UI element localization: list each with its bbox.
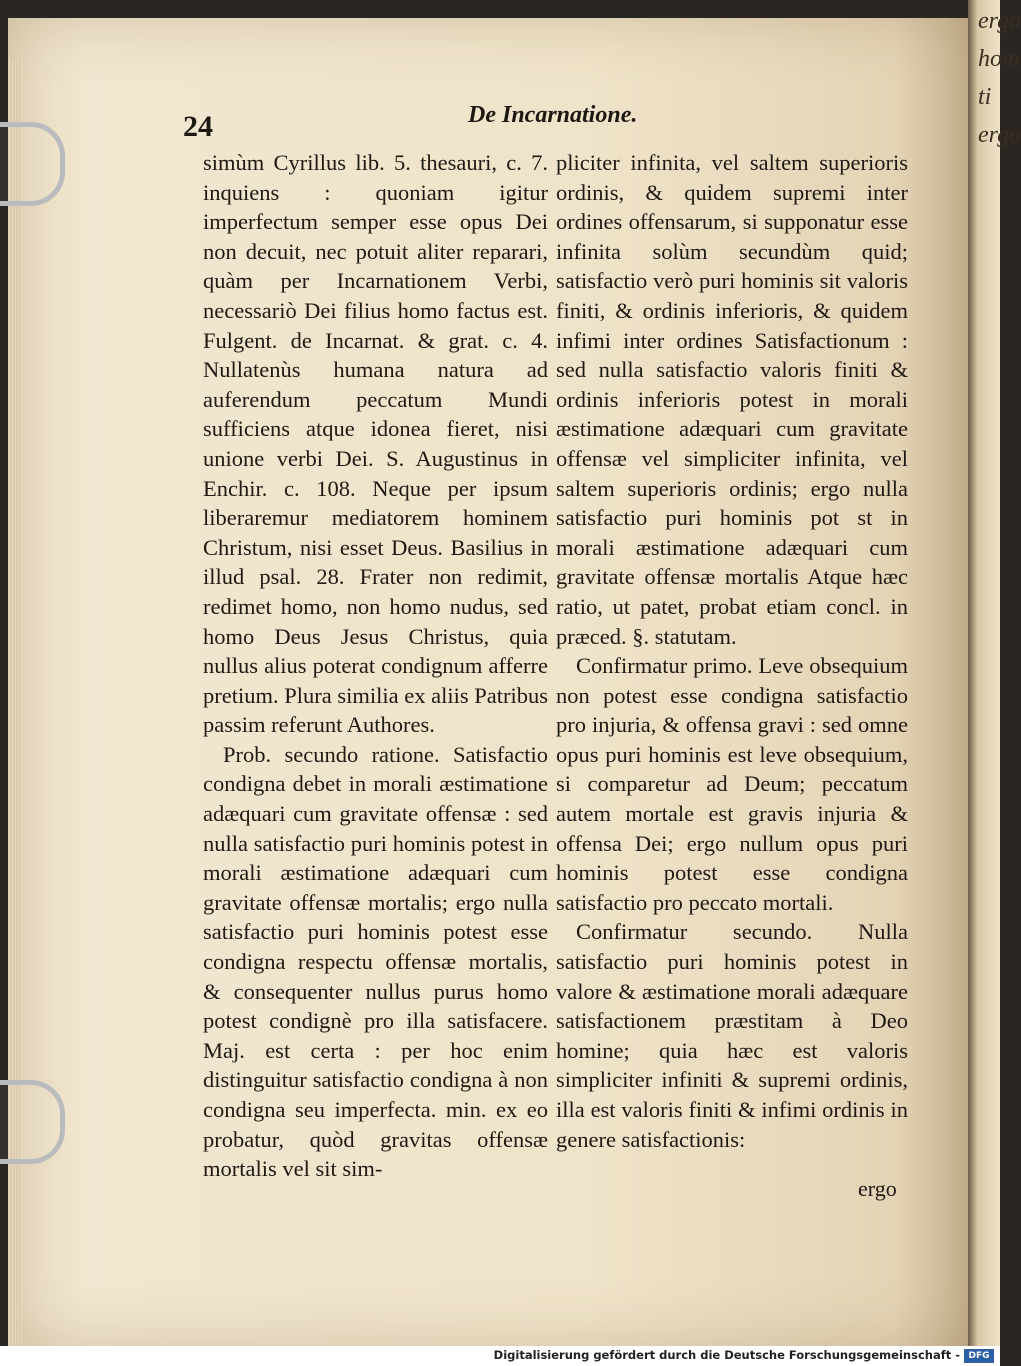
book-page xyxy=(8,18,970,1346)
footer-bar xyxy=(0,1346,1000,1366)
page-number: 24 xyxy=(183,110,213,143)
facing-page-word: ergo xyxy=(978,8,1021,34)
right-column xyxy=(556,148,908,1154)
right-paragraph: Confirmatur primo. Leve obsequium non potest esse condigna satisfactio pro injuria, & offensa gravi : sed omne opus puri hominis est leve obsequium, si comparetur ad Deum; peccatum autem mortale est gravis injuria & offensa Dei; ergo nullum opus puri hominis potest esse condigna satisfactio pro peccato mortali. xyxy=(556,653,908,915)
dfg-logo-icon: DFG xyxy=(964,1349,994,1363)
facing-page-word: ti xyxy=(978,84,992,110)
facing-page-word: ergo xyxy=(978,122,1021,148)
left-paragraph: simùm Cyrillus lib. 5. thesauri, c. 7. inquiens : quoniam igitur imperfectum semper esse opus Dei non decuit, nec potuit aliter reparari, quàm per Incarnationem Verbi, necessariò Dei filius homo factus est. Fulgent. de Incarnat. & grat. c. 4. Nullatenùs humana natura ad auferendum peccatum Mundi sufficiens atque idonea fieret, nisi unione verbi Dei. S. Augustinus in Enchir. c. 108. Neque per ipsum liberaremur mediatorem hominem Christum, nisi esset Deus. Basilius in illud psal. 28. Frater non redimit, redimet homo, non homo nudus, sed homo Deus Jesus Christus, quia nullus alius poterat condignum afferre pretium. Plura similia ex aliis Patribus passim referunt Authores. xyxy=(203,150,548,738)
page-header xyxy=(8,96,970,143)
catchword: ergo xyxy=(858,1176,897,1201)
running-title: De Incarnatione. xyxy=(468,102,638,128)
paper-clip-icon xyxy=(0,1080,65,1164)
facing-page-word: hom xyxy=(978,46,1020,72)
funding-notice: Digitalisierung gefördert durch die Deutsche Forschungsgemeinschaft - xyxy=(493,1348,960,1362)
paper-clip-icon xyxy=(0,122,65,206)
right-paragraph: Confirmatur secundo. Nulla satisfactio puri hominis potest in valore & æstimatione morali adæquare satisfactionem præstitam à Deo homine; quia hæc est valoris simpliciter infiniti & supremi ordinis, illa est valoris finiti & infimi ordinis in genere satisfactionis: xyxy=(556,919,908,1152)
left-paragraph: Prob. secundo ratione. Satisfactio condigna debet in morali æstimatione adæquari cum gravitate offensæ : sed nulla satisfactio puri hominis potest in morali æstimatione adæquari cum gravitate offensæ mortalis; ergo nulla satisfactio puri hominis potest esse condigna respectu offensæ mortalis, & consequenter nullus purus homo potest condignè pro illa satisfacere. Maj. est certa : per hoc enim distinguitur satisfactio condigna à non condigna seu imperfecta. min. ex eo probatur, quòd gravitas offensæ mortalis vel sit sim- xyxy=(203,741,548,1182)
left-column xyxy=(203,148,548,1184)
right-paragraph: pliciter infinita, vel saltem superioris ordinis, & quidem supremi inter ordines offensarum, si supponatur esse infinita solùm secundùm quid; satisfactio verò puri hominis sit valoris finiti, & ordinis inferioris, & quidem infimi inter ordines Satisfactionum : sed nulla satisfactio valoris finiti & ordinis inferioris potest in morali æstimatione adæquari cum gravitate offensæ vel simpliciter infinita, vel saltem superioris ordinis; ergo nulla satisfactio puri hominis pot st in morali æstimatione adæquari cum gravitate offensæ mortalis Atque hæc ratio, ut patet, probat etiam concl. in præced. §. statutam. xyxy=(556,150,908,649)
facing-page-edge xyxy=(968,0,1021,1346)
